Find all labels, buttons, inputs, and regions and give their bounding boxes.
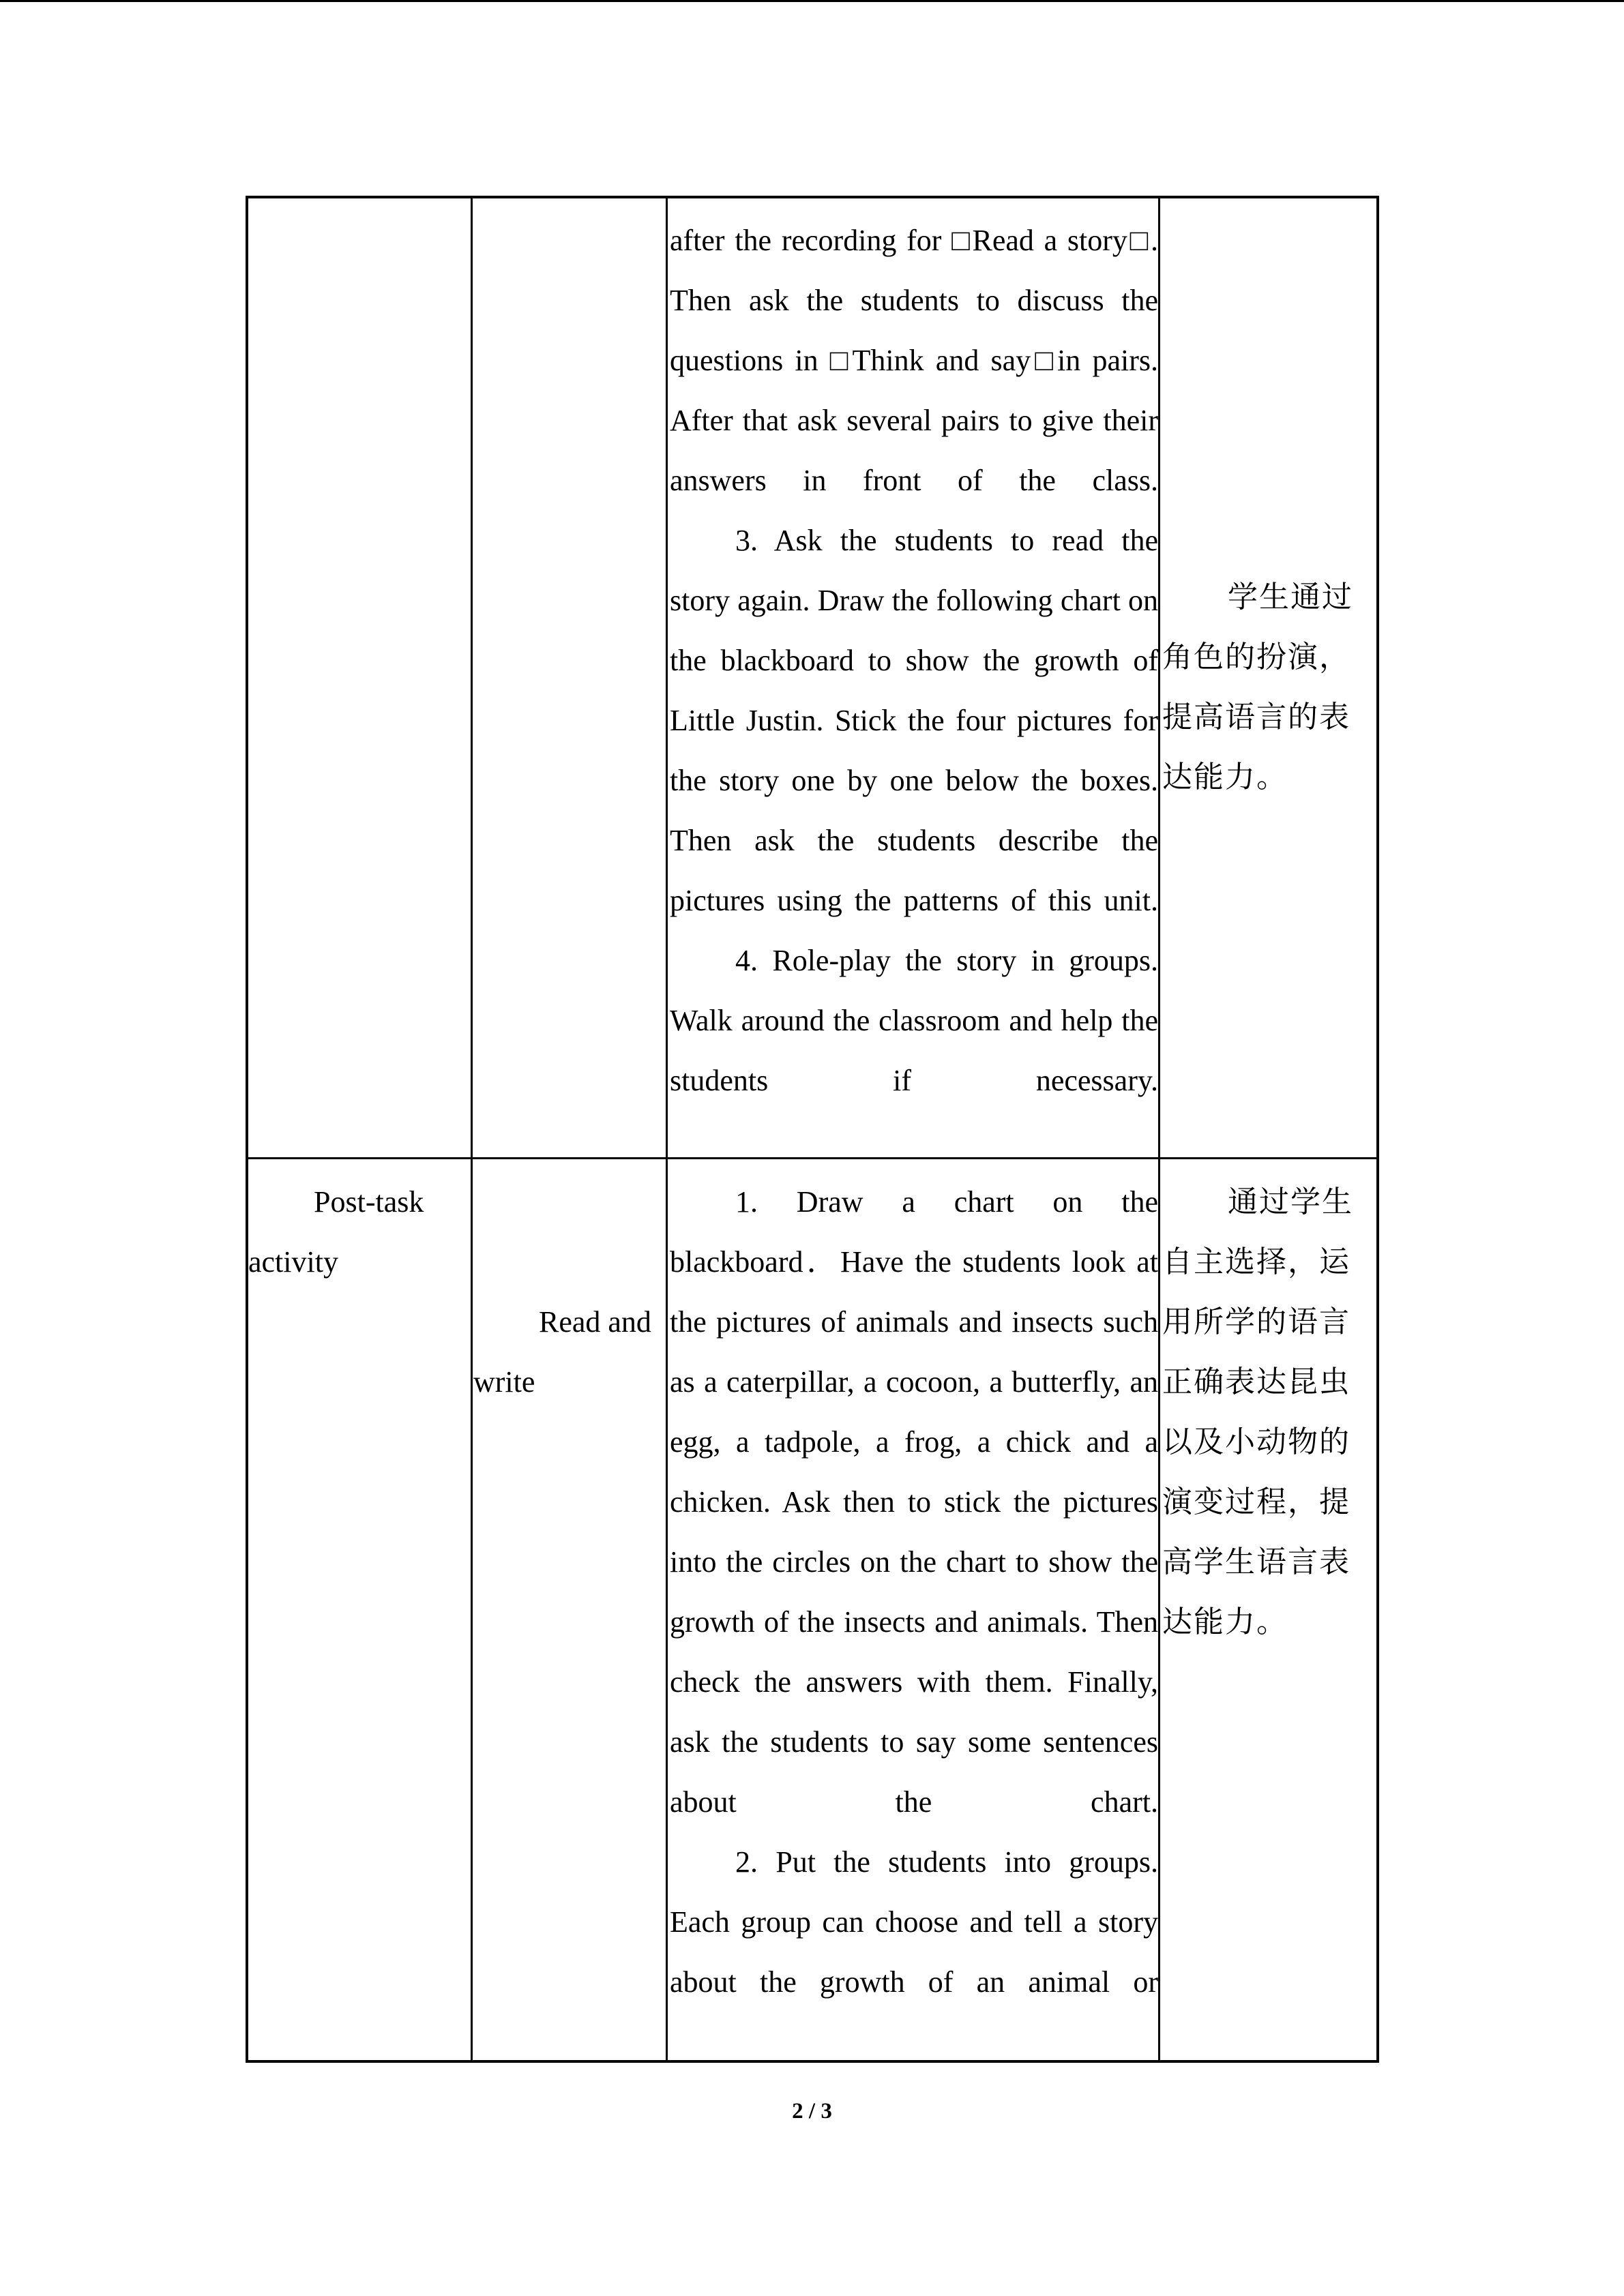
page-number: 2 / 3 bbox=[792, 2099, 832, 2123]
row2-stage: Post-task activity bbox=[248, 1185, 424, 1279]
row2-skill: Read and write bbox=[473, 1305, 651, 1399]
row1-activity-paragraph-3: 4. Role-play the story in groups. Walk around the classroom and help the students if necessary. bbox=[670, 944, 1158, 1097]
column-divider-2 bbox=[666, 196, 668, 2063]
page-top-border bbox=[0, 0, 1624, 2]
row2-activity-paragraph-2: 2. Put the students into groups. Each group can choose and tell a story about the growth of an animal or bbox=[670, 1845, 1158, 1999]
column-divider-1 bbox=[471, 196, 473, 2063]
row2-purpose: 通过学生自主选择，运用所学的语言正确表达昆虫以及小动物的演变过程，提高学生语言表达能力。 bbox=[1162, 1184, 1353, 1639]
row-divider bbox=[246, 1157, 1379, 1159]
row1-activity-paragraph-1: after the recording for □Read a story□. Then ask the students to discuss the questions in □Think and say□in pairs. After that ask several pairs to give their answers in front of the class. bbox=[670, 224, 1158, 497]
row2-activity-cell bbox=[670, 1172, 1158, 2012]
row1-activity-paragraph-2: 3. Ask the students to read the story again. Draw the following chart on the blackboard to show the growth of Little Justin. Stick the four pictures for the story one by one below the boxes. Then ask the students describe the pictures using the patterns of this unit. bbox=[670, 524, 1158, 917]
row1-activity-cell bbox=[670, 211, 1158, 1111]
row2-activity-paragraph-1: 1. Draw a chart on the blackboard．Have the students look at the pictures of animals and insects such as a caterpillar, a cocoon, a butterfly, an egg, a tadpole, a frog, a chick and a chicken. Ask then to stick the pictures into the circles on the chart to show the growth of the insects and animals. Then check the answers with them. Finally, ask the students to say some sentences about the chart. bbox=[670, 1185, 1158, 1819]
row1-purpose: 学生通过角色的扮演，提高语言的表达能力。 bbox=[1162, 580, 1353, 794]
column-divider-3 bbox=[1158, 196, 1160, 2063]
